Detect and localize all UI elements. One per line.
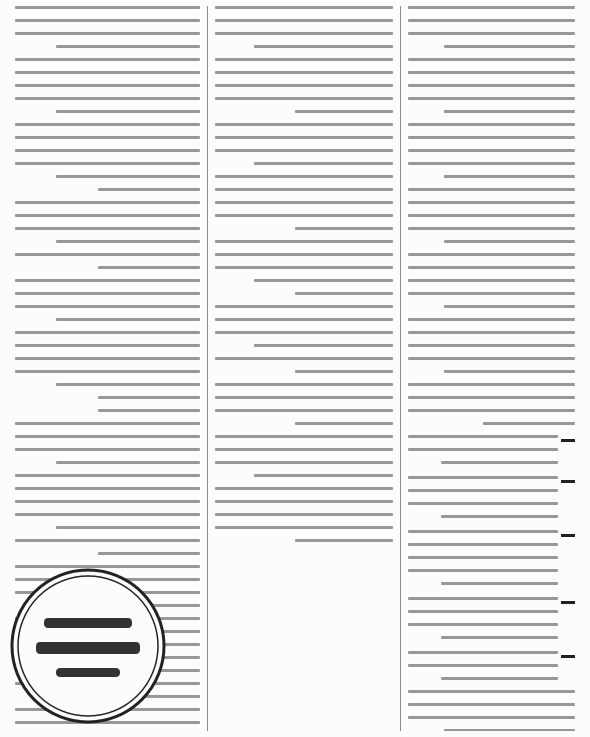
- text-line-placeholder: [15, 279, 200, 282]
- dash-bullet-icon: [561, 534, 575, 537]
- text-line-placeholder: [254, 45, 392, 48]
- text-line-placeholder: [215, 396, 392, 399]
- text-line-placeholder: [215, 409, 392, 412]
- text-line-placeholder: [15, 487, 200, 490]
- dash-bullet-icon: [561, 480, 575, 483]
- article-paragraph: [15, 422, 200, 555]
- text-line-placeholder: [441, 636, 558, 639]
- article-paragraph: [215, 435, 392, 542]
- text-line-placeholder: [408, 690, 575, 693]
- text-line-placeholder: [15, 331, 200, 334]
- article-paragraph: [15, 201, 200, 269]
- text-line-placeholder: [215, 461, 392, 464]
- text-line-placeholder: [408, 136, 575, 139]
- text-line-placeholder: [408, 716, 575, 719]
- text-line-placeholder: [408, 32, 575, 35]
- text-line-placeholder: [408, 476, 558, 479]
- text-line-placeholder: [483, 422, 575, 425]
- text-line-placeholder: [408, 383, 575, 386]
- text-line-placeholder: [15, 292, 200, 295]
- text-line-placeholder: [408, 569, 558, 572]
- text-line-placeholder: [408, 214, 575, 217]
- text-line-placeholder: [215, 19, 392, 22]
- text-line-placeholder: [408, 227, 575, 230]
- text-line-placeholder: [408, 357, 575, 360]
- text-line-placeholder: [408, 623, 558, 626]
- text-line-placeholder: [254, 474, 392, 477]
- text-line-placeholder: [15, 253, 200, 256]
- article-paragraph: [15, 279, 200, 399]
- text-line-placeholder: [15, 162, 200, 165]
- text-line-placeholder: [295, 370, 393, 373]
- text-line-placeholder: [408, 664, 558, 667]
- text-line-placeholder: [215, 71, 392, 74]
- text-line-placeholder: [215, 6, 392, 9]
- list-item: [408, 476, 575, 528]
- text-line-placeholder: [56, 383, 201, 386]
- text-line-placeholder: [408, 279, 575, 282]
- text-line-placeholder: [408, 6, 575, 9]
- text-line-placeholder: [15, 71, 200, 74]
- text-line-placeholder: [56, 110, 201, 113]
- dash-bullet-icon: [561, 439, 575, 442]
- article-paragraph: [15, 409, 200, 412]
- article-paragraph: [215, 123, 392, 230]
- text-line-placeholder: [15, 214, 200, 217]
- text-line-placeholder: [15, 539, 200, 542]
- text-line-placeholder: [408, 201, 575, 204]
- text-line-placeholder: [15, 422, 200, 425]
- text-line-placeholder: [408, 448, 558, 451]
- text-line-placeholder: [56, 240, 201, 243]
- text-line-placeholder: [408, 489, 558, 492]
- text-line-placeholder: [15, 500, 200, 503]
- text-line-placeholder: [15, 435, 200, 438]
- dash-bullet-icon: [561, 601, 575, 604]
- text-line-placeholder: [444, 175, 575, 178]
- text-line-placeholder: [254, 344, 392, 347]
- list-item: [408, 530, 575, 595]
- list-item: [408, 651, 575, 690]
- text-line-placeholder: [408, 149, 575, 152]
- text-line-placeholder: [215, 513, 392, 516]
- article-paragraph: [215, 305, 392, 373]
- stamp-ring-icon: [8, 566, 168, 726]
- text-line-placeholder: [215, 240, 392, 243]
- article-paragraph: [408, 690, 575, 731]
- text-line-placeholder: [295, 292, 393, 295]
- text-line-placeholder: [56, 175, 201, 178]
- text-line-placeholder: [215, 357, 392, 360]
- text-line-placeholder: [408, 58, 575, 61]
- text-line-placeholder: [215, 149, 392, 152]
- text-line-placeholder: [408, 71, 575, 74]
- text-line-placeholder: [215, 58, 392, 61]
- text-line-placeholder: [15, 19, 200, 22]
- text-line-placeholder: [15, 32, 200, 35]
- text-line-placeholder: [15, 370, 200, 373]
- text-line-placeholder: [215, 305, 392, 308]
- text-line-placeholder: [215, 435, 392, 438]
- text-line-placeholder: [408, 188, 575, 191]
- text-line-placeholder: [15, 97, 200, 100]
- text-line-placeholder: [15, 84, 200, 87]
- text-line-placeholder: [15, 305, 200, 308]
- text-line-placeholder: [408, 266, 575, 269]
- text-line-placeholder: [408, 530, 558, 533]
- text-line-placeholder: [295, 110, 393, 113]
- text-line-placeholder: [98, 266, 200, 269]
- list-item-body: [408, 651, 558, 690]
- list-item-body: [408, 597, 558, 649]
- text-line-placeholder: [56, 318, 201, 321]
- article-paragraph: [215, 240, 392, 295]
- text-line-placeholder: [98, 409, 200, 412]
- text-line-placeholder: [215, 526, 392, 529]
- text-line-placeholder: [215, 253, 392, 256]
- text-line-placeholder: [408, 543, 558, 546]
- text-line-placeholder: [56, 526, 201, 529]
- list-item: [408, 435, 575, 474]
- text-line-placeholder: [215, 175, 392, 178]
- text-line-placeholder: [15, 58, 200, 61]
- text-line-placeholder: [15, 448, 200, 451]
- text-line-placeholder: [408, 610, 558, 613]
- text-line-placeholder: [408, 162, 575, 165]
- text-line-placeholder: [15, 201, 200, 204]
- article-paragraph: [215, 383, 392, 425]
- text-line-placeholder: [441, 677, 558, 680]
- text-line-placeholder: [215, 214, 392, 217]
- text-line-placeholder: [15, 474, 200, 477]
- article-paragraph: [15, 6, 200, 191]
- text-line-placeholder: [215, 32, 392, 35]
- column-middle: [208, 6, 399, 731]
- text-line-placeholder: [98, 396, 200, 399]
- text-line-placeholder: [15, 136, 200, 139]
- text-line-placeholder: [441, 582, 558, 585]
- text-line-placeholder: [215, 500, 392, 503]
- text-line-placeholder: [408, 344, 575, 347]
- article-paragraph: [215, 6, 392, 113]
- text-line-placeholder: [444, 45, 575, 48]
- text-line-placeholder: [15, 513, 200, 516]
- list-item-body: [408, 530, 558, 595]
- text-line-placeholder: [215, 123, 392, 126]
- text-line-placeholder: [254, 279, 392, 282]
- text-line-placeholder: [408, 651, 558, 654]
- text-line-placeholder: [444, 729, 575, 731]
- text-line-placeholder: [408, 97, 575, 100]
- text-line-placeholder: [215, 448, 392, 451]
- text-line-placeholder: [215, 188, 392, 191]
- text-line-placeholder: [295, 227, 393, 230]
- text-line-placeholder: [15, 6, 200, 9]
- text-line-placeholder: [15, 357, 200, 360]
- list-item-body: [408, 435, 558, 474]
- text-line-placeholder: [254, 162, 392, 165]
- text-line-placeholder: [98, 188, 200, 191]
- text-line-placeholder: [215, 136, 392, 139]
- text-line-placeholder: [215, 318, 392, 321]
- text-line-placeholder: [56, 45, 201, 48]
- text-line-placeholder: [215, 331, 392, 334]
- dash-bullet-icon: [561, 655, 575, 658]
- text-line-placeholder: [408, 318, 575, 321]
- list-item: [408, 597, 575, 649]
- text-line-placeholder: [408, 396, 575, 399]
- text-line-placeholder: [408, 597, 558, 600]
- text-line-placeholder: [408, 253, 575, 256]
- text-line-placeholder: [295, 539, 393, 542]
- text-line-placeholder: [15, 123, 200, 126]
- text-line-placeholder: [444, 370, 575, 373]
- text-line-placeholder: [215, 201, 392, 204]
- text-line-placeholder: [56, 461, 201, 464]
- column-left: [401, 6, 582, 731]
- text-line-placeholder: [444, 240, 575, 243]
- text-line-placeholder: [408, 435, 558, 438]
- text-line-placeholder: [215, 487, 392, 490]
- text-line-placeholder: [295, 422, 393, 425]
- text-line-placeholder: [444, 110, 575, 113]
- text-line-placeholder: [15, 344, 200, 347]
- text-line-placeholder: [98, 552, 200, 555]
- article-paragraph: [408, 6, 575, 425]
- text-line-placeholder: [408, 123, 575, 126]
- text-line-placeholder: [15, 149, 200, 152]
- text-line-placeholder: [15, 227, 200, 230]
- text-line-placeholder: [408, 502, 558, 505]
- text-line-placeholder: [408, 409, 575, 412]
- text-line-placeholder: [408, 292, 575, 295]
- text-line-placeholder: [408, 556, 558, 559]
- text-line-placeholder: [408, 703, 575, 706]
- text-line-placeholder: [215, 266, 392, 269]
- text-line-placeholder: [408, 19, 575, 22]
- text-line-placeholder: [441, 461, 558, 464]
- list-item-body: [408, 476, 558, 528]
- text-line-placeholder: [215, 84, 392, 87]
- text-line-placeholder: [215, 383, 392, 386]
- headline-stamp: [8, 566, 168, 726]
- text-line-placeholder: [444, 305, 575, 308]
- text-line-placeholder: [408, 331, 575, 334]
- text-line-placeholder: [215, 97, 392, 100]
- text-line-placeholder: [408, 84, 575, 87]
- text-line-placeholder: [441, 515, 558, 518]
